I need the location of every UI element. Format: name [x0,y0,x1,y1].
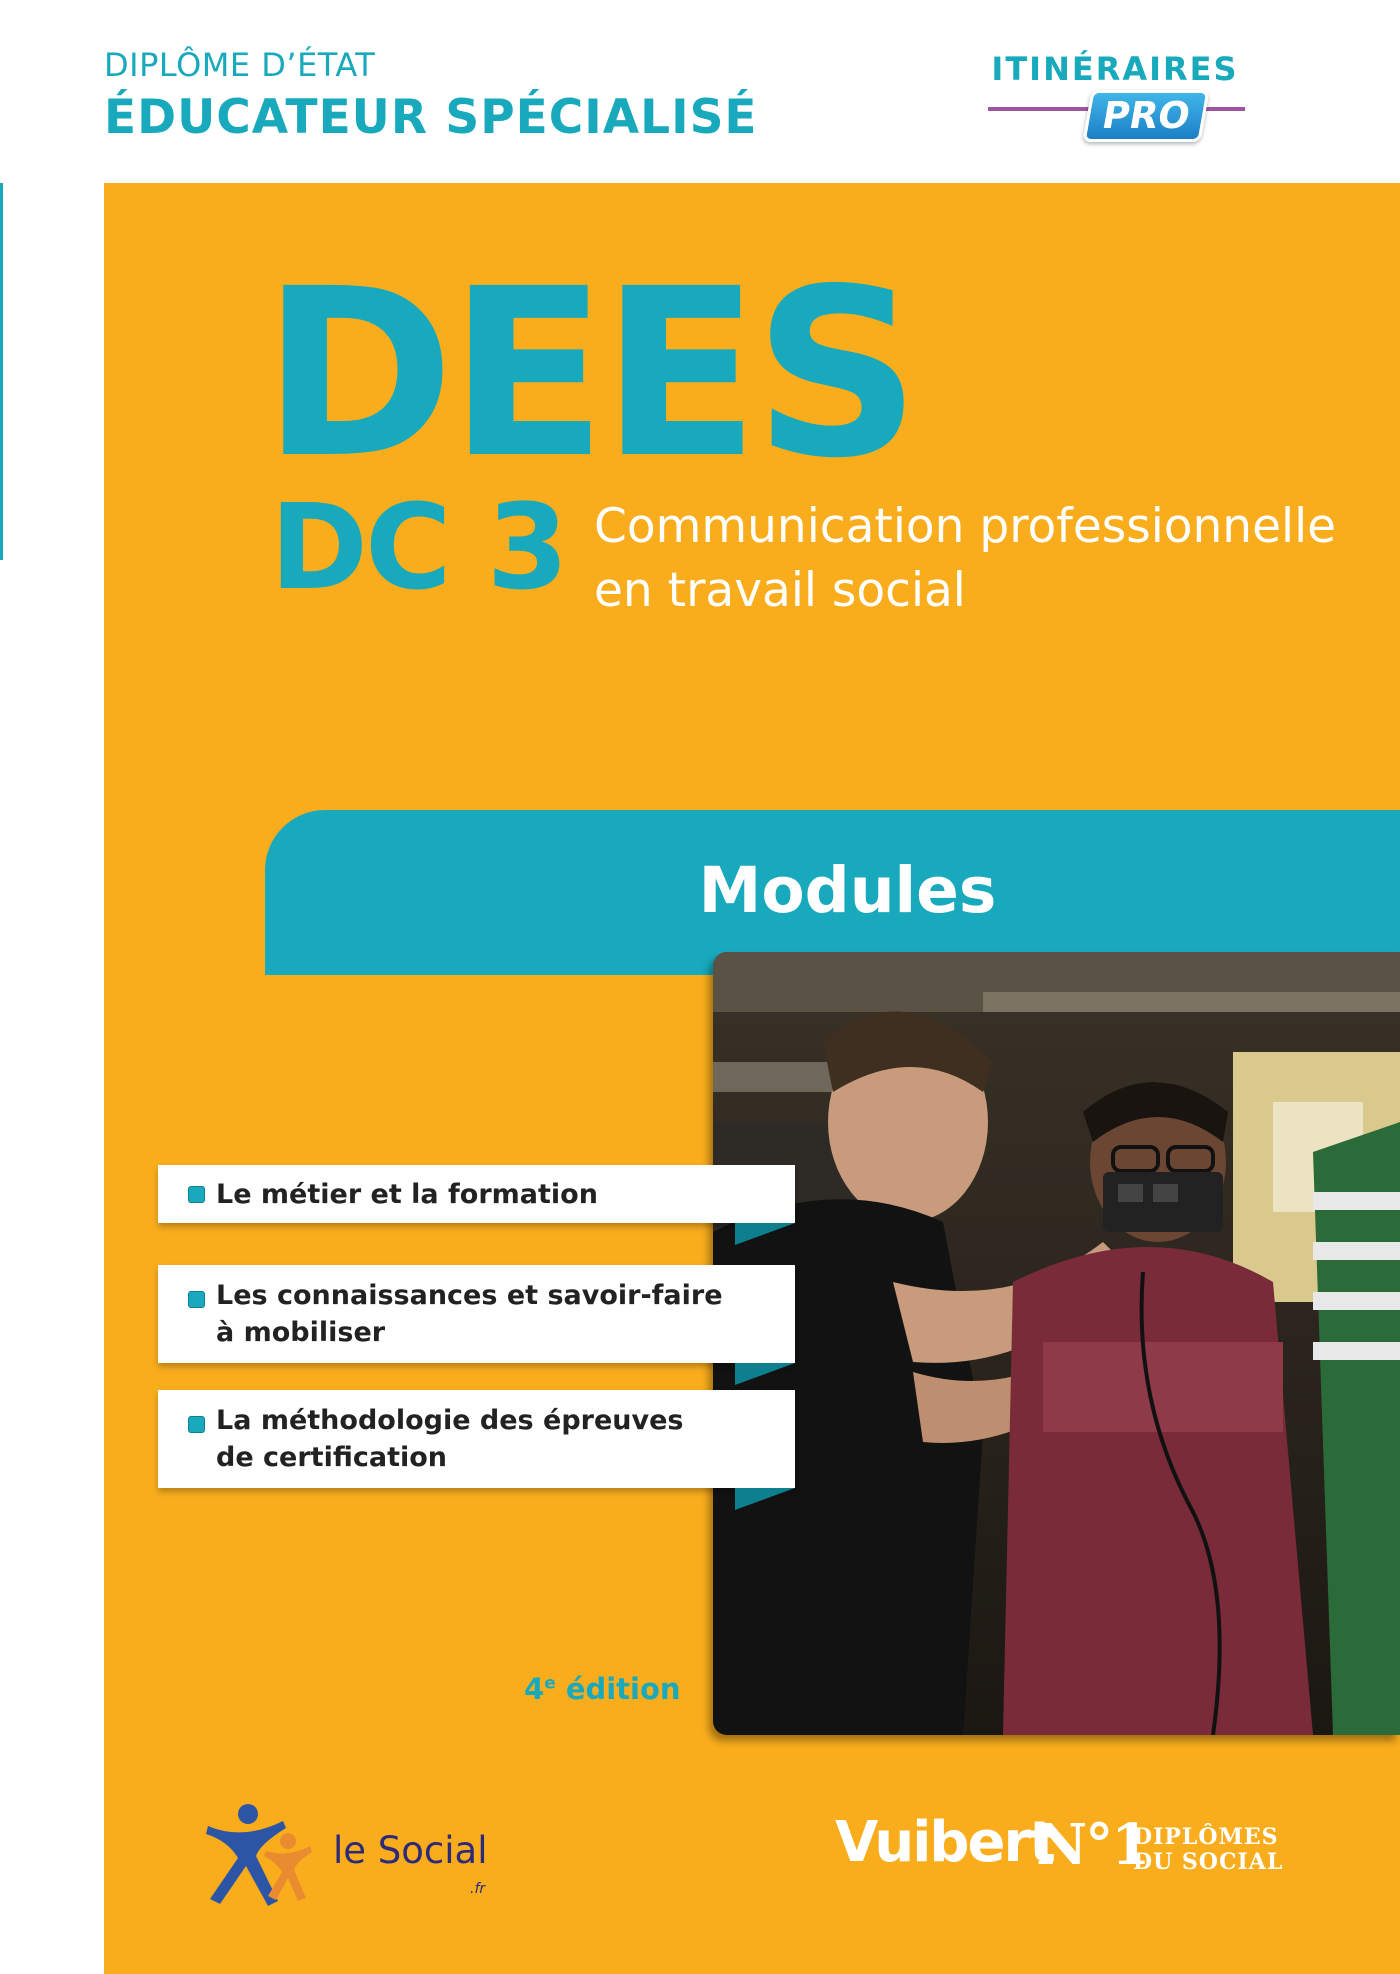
partner-name: le Social [333,1829,488,1872]
diploma-title: ÉDUCATEUR SPÉCIALISÉ [104,90,758,145]
square-bullet-icon [188,1186,205,1203]
edition-number: 4 [524,1672,545,1706]
diploma-subtitle: DIPLÔME D’ÉTAT [104,46,376,84]
publisher-logo: Vuibert [835,1810,1054,1875]
people-figures-icon [198,1796,328,1916]
square-bullet-icon [188,1291,205,1308]
rank-badge: N°1 [1036,1812,1149,1878]
module-title-line-1: Communication professionnelle [594,499,1337,554]
le-social-logo [198,1796,498,1916]
feature-text [216,1176,598,1213]
feature-line: Les connaissances et savoir-faire [216,1280,723,1311]
fold-corner [735,1488,795,1510]
feature-text [216,1277,723,1351]
module-title-line-2: en travail social [594,563,966,618]
feature-item-metier [158,1165,795,1223]
rank-caption-line-1: DIPLÔMES [1133,1824,1279,1850]
feature-line: de certification [216,1442,448,1473]
edition-label [524,1672,681,1706]
partner-tld: .fr [470,1881,486,1897]
itineraires-pro-logo [985,50,1245,155]
rank-caption [1133,1825,1283,1875]
feature-item-connaissances [158,1265,795,1363]
feature-line: à mobiliser [216,1317,386,1348]
cover-photo [713,952,1400,1735]
modules-banner [265,810,1400,975]
feature-line: La méthodologie des épreuves [216,1405,684,1436]
feature-text [216,1402,684,1476]
square-bullet-icon [188,1416,205,1433]
workshop-photo-illustration [713,952,1400,1735]
feature-line: Le métier et la formation [216,1178,598,1210]
feature-item-methodologie [158,1390,795,1488]
header-card [0,0,1318,183]
edition-suffix: e [544,1673,556,1694]
module-title [594,495,1394,623]
book-title: DEES [262,239,915,509]
fold-corner [735,1363,795,1385]
rank-caption-line-2: DU SOCIAL [1133,1849,1284,1875]
collection-word: ITINÉRAIRES [991,50,1239,88]
edition-word: édition [555,1672,681,1706]
pro-badge: PRO [1082,90,1209,142]
module-code: DC 3 [270,478,566,616]
modules-label: Modules [698,854,997,927]
fold-corner [735,1223,795,1245]
